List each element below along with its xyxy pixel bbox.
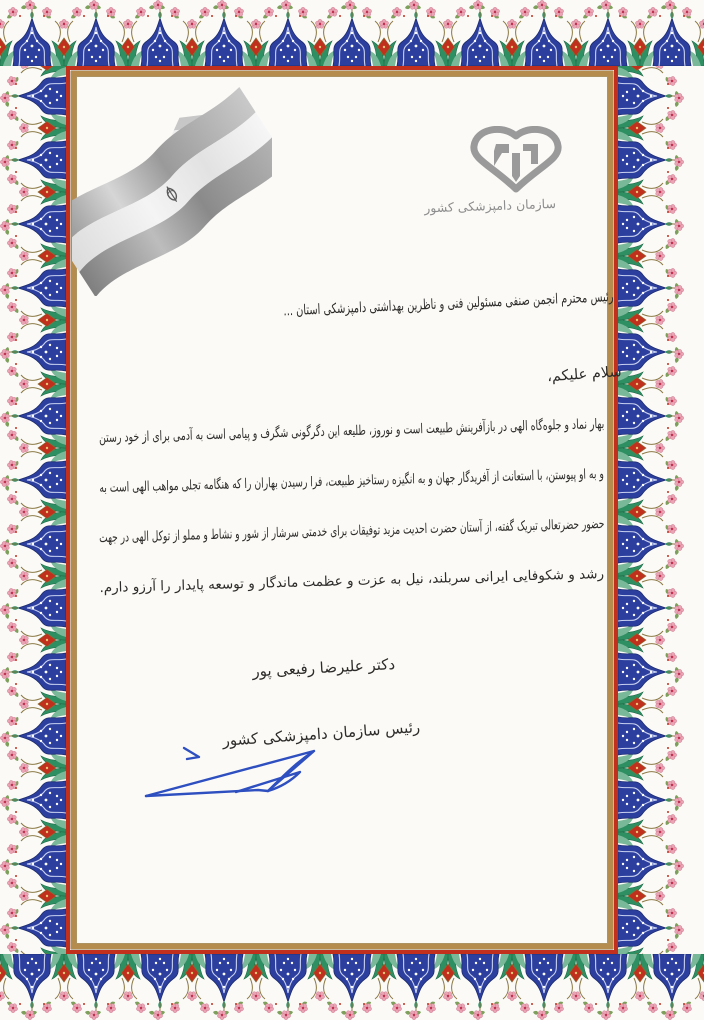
signer-title: رئیس سازمان دامپزشکی کشور: [221, 718, 421, 750]
border-strip-top: [0, 0, 704, 66]
signature-scribble-icon: [140, 742, 350, 806]
border-strip-left: [0, 66, 66, 954]
veterinary-organization-logo-icon: [466, 126, 566, 194]
iran-flag-watermark-icon: [72, 86, 272, 296]
border-strip-right: [618, 66, 684, 954]
body-line-2: و به او پیوستن، با استعانت از آفریدگار جهان و به انگیزه رستاخیز طبیعت، فرا رسیدن بهاران را که هنگامه تجلی مواهب الهی است به: [99, 466, 605, 497]
body-line-4: رشد و شکوفایی ایرانی سربلند، نیل به عزت و عظمت ماندگار و توسعه پایدار را آرزو دارم.: [99, 566, 605, 597]
body-line-1: بهار نماد و جلوه‌گاه الهی در بازآفرینش طبیعت است و نوروز، طلیعه این دگرگونی شگرف و پیامی است به آدمی برای از خود رستن: [98, 416, 605, 447]
greeting-line: سلام علیکم،: [547, 364, 623, 386]
border-strip-bottom: [0, 954, 704, 1020]
body-line-3: حضور حضرتعالی تبریک گفته، از آستان حضرت احدیت مزید توفیقات برای خدمتی سرشار از شور و نشاط و مملو از توکل الهی در جهت: [98, 516, 605, 547]
organization-name: سازمان دامپزشکی کشور: [423, 195, 557, 216]
addressee-line: رئیس محترم انجمن صنفی مسئولین فنی و ناظرین بهداشتی دامپزشکی استان ...: [282, 289, 614, 320]
signer-name: دکتر علیرضا رفیعی پور: [251, 655, 396, 681]
